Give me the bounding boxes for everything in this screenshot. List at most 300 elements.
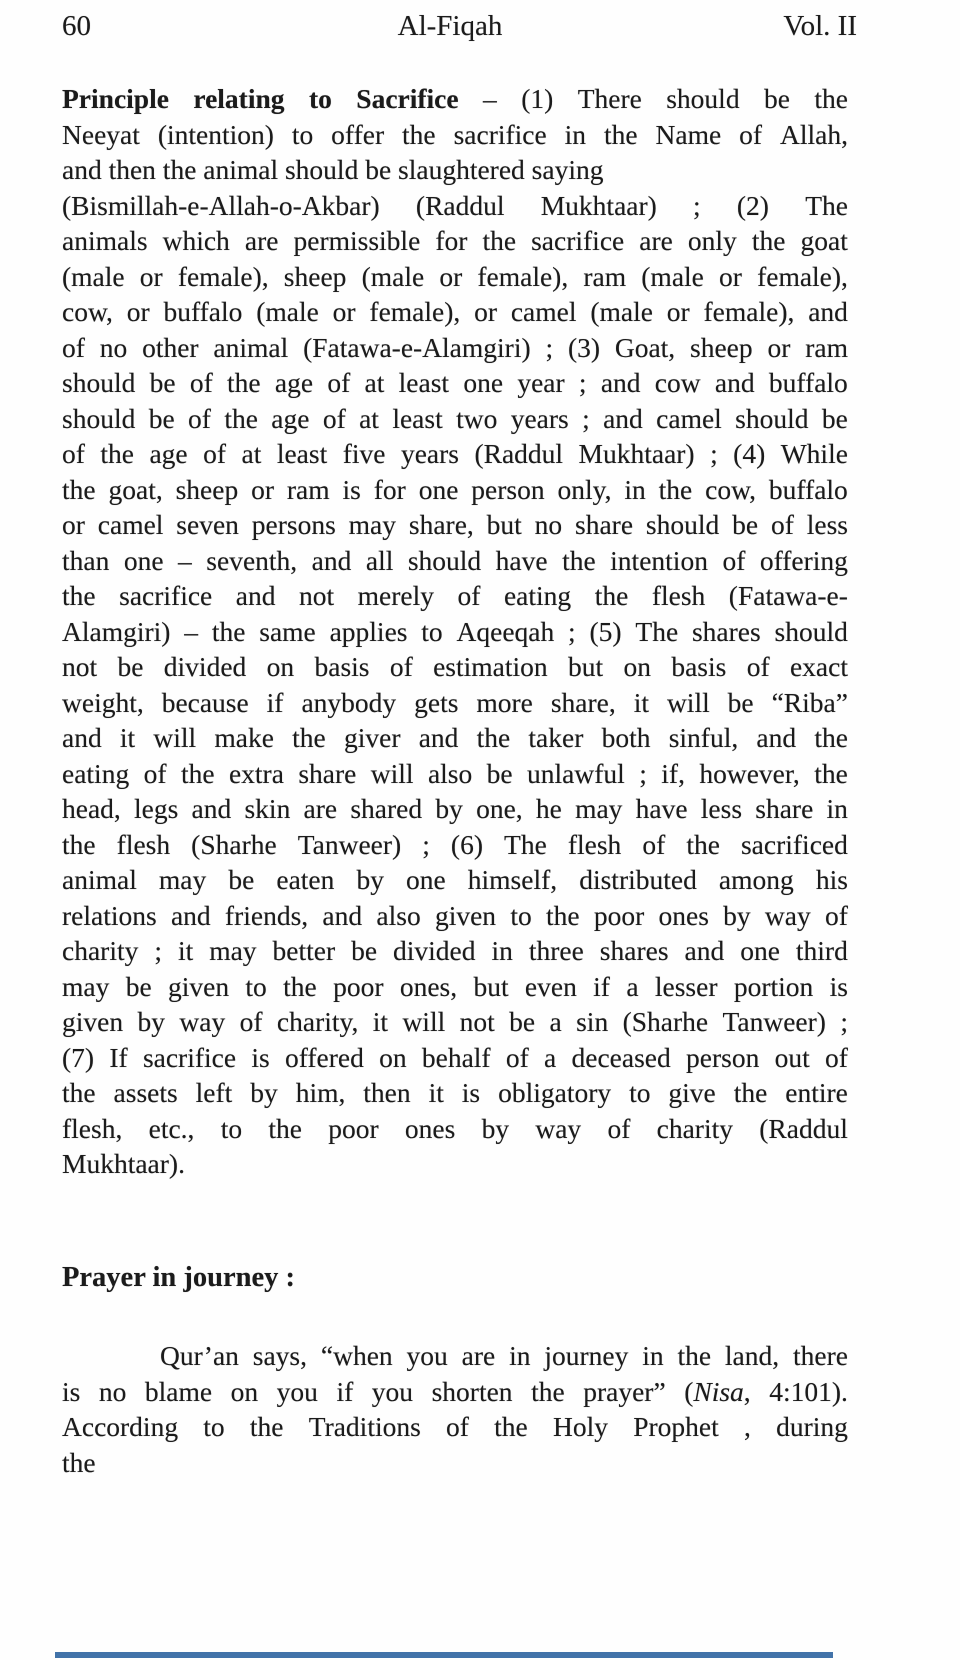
word [639, 223, 673, 259]
word [686, 827, 720, 863]
text-run: and [714, 367, 755, 398]
text-run: of [457, 580, 481, 611]
word [358, 578, 434, 614]
text-line [62, 1146, 848, 1182]
word [668, 1075, 715, 1111]
word [154, 933, 162, 969]
text-run: intention [610, 544, 708, 576]
text-run: portion [733, 970, 814, 1002]
word [623, 1004, 709, 1040]
text-run: applies [329, 615, 408, 647]
word [292, 720, 326, 756]
text-run: sinful, [668, 722, 739, 753]
word [268, 1111, 302, 1147]
text-run: way [535, 1112, 582, 1144]
word [351, 933, 377, 969]
word [509, 1338, 530, 1374]
text-run: cow, [705, 473, 757, 505]
text-run: (male [590, 296, 653, 327]
text-run: blame [144, 1375, 213, 1407]
text-run: giver [343, 722, 401, 753]
word [62, 294, 113, 330]
text-run: seventh, [206, 544, 298, 576]
text-run: shares [691, 615, 761, 647]
word [639, 756, 647, 792]
word [473, 969, 508, 1005]
text-run: Alamgiri) [62, 615, 171, 647]
word [659, 472, 693, 508]
word [181, 756, 215, 792]
word [527, 756, 625, 792]
word [780, 117, 848, 153]
text-run: exact [789, 651, 848, 682]
text-run: The [805, 189, 848, 221]
text-run: While [780, 438, 848, 469]
text-run: in [624, 473, 646, 505]
text-run: less [700, 793, 743, 824]
word [642, 1338, 663, 1374]
text-run: of [389, 651, 413, 682]
word [252, 507, 336, 543]
word [723, 1004, 826, 1040]
word [322, 898, 362, 934]
word [686, 1040, 759, 1076]
text-run: (4) [733, 438, 766, 469]
text-run: , [743, 1375, 751, 1407]
text-line [62, 969, 848, 1005]
word [669, 720, 739, 756]
text-run: of [322, 402, 346, 434]
word [822, 401, 848, 437]
word [203, 1409, 224, 1445]
text-run: (male [256, 296, 319, 327]
text-run: the [62, 473, 96, 505]
text-run: ram [286, 473, 330, 505]
text-run: the [268, 1112, 302, 1144]
text-run: among [718, 864, 794, 895]
text-run: of [722, 544, 746, 576]
text-run: animal [213, 331, 289, 363]
word [796, 933, 848, 969]
text-run: Tanweer) [297, 828, 402, 860]
text-run: ram [805, 331, 848, 363]
word [328, 1111, 378, 1147]
text-run: basis [671, 651, 727, 682]
word [701, 791, 742, 827]
word [435, 223, 467, 259]
text-run: age [271, 402, 310, 434]
word [422, 1040, 491, 1076]
text-run: the [677, 1340, 712, 1371]
word [463, 365, 503, 401]
text-run: be [732, 509, 759, 540]
word [298, 756, 356, 792]
text-run: the [227, 367, 261, 398]
text-run: ones [404, 1112, 456, 1144]
text-run: – [483, 83, 497, 114]
text-line [62, 472, 848, 508]
text-run: the [62, 1077, 96, 1108]
word [99, 1374, 127, 1410]
text-run: of [607, 1112, 631, 1144]
text-run: or [474, 296, 498, 327]
text-run: not [459, 1006, 495, 1037]
text-run: person [471, 473, 545, 505]
text-run: or [139, 260, 163, 292]
word [293, 223, 420, 259]
word [684, 1374, 750, 1410]
word [642, 827, 665, 863]
text-run: or [767, 331, 791, 363]
word [641, 259, 704, 295]
text-run: Allah, [780, 118, 848, 150]
text-run: of [188, 402, 211, 434]
word [733, 436, 765, 472]
text-run: divided [393, 935, 476, 966]
word [343, 472, 361, 508]
text-run: share [755, 793, 814, 824]
word [558, 472, 612, 508]
text-run: (intention) [157, 118, 274, 150]
word [109, 1040, 127, 1076]
word [734, 969, 813, 1005]
word [231, 1374, 259, 1410]
text-run: estimation [433, 651, 548, 682]
word [568, 614, 576, 650]
text-run: extra [228, 757, 284, 789]
text-run: charity [656, 1112, 733, 1144]
word [601, 365, 641, 401]
word [400, 969, 457, 1005]
word [468, 862, 557, 898]
text-run: out [774, 1041, 810, 1073]
text-run: ; [422, 828, 430, 860]
word [634, 685, 649, 721]
text-run: goat [800, 225, 848, 256]
word [333, 294, 356, 330]
text-run: land, [724, 1340, 780, 1371]
word [330, 614, 408, 650]
text-run: cow [654, 367, 701, 398]
text-run: one [123, 544, 164, 576]
text-run: The [635, 615, 679, 647]
text-run: camel [97, 509, 164, 540]
text-run: or [62, 509, 85, 540]
word [62, 578, 96, 614]
text-run: the [249, 1411, 284, 1442]
text-run: or [666, 296, 690, 327]
word [409, 507, 474, 543]
word [752, 223, 786, 259]
word [735, 401, 808, 437]
text-run: Nisa [693, 1375, 744, 1407]
text-run: be [117, 651, 144, 682]
word [196, 1075, 233, 1111]
word [314, 649, 369, 685]
word [583, 1374, 665, 1410]
text-run: (Bismillah-e-Allah-o-Akbar) [62, 189, 380, 221]
text-run: also [427, 757, 473, 789]
text-run: sacrifice [531, 225, 625, 256]
word [535, 507, 563, 543]
text-run: share, [408, 509, 474, 540]
word [150, 365, 176, 401]
word [600, 933, 669, 969]
text-run: eaten [276, 864, 335, 895]
text-run: Tanweer) [722, 1006, 826, 1037]
text-run: , [744, 1411, 751, 1442]
word [193, 81, 284, 117]
text-run: ( [684, 1375, 694, 1407]
word [528, 720, 583, 756]
word [579, 365, 587, 401]
text-line [62, 259, 848, 295]
word [541, 188, 657, 224]
text-run: the [292, 722, 326, 753]
text-line [62, 791, 848, 827]
word [693, 188, 701, 224]
text-line [62, 1445, 848, 1481]
word [546, 898, 580, 934]
word [402, 117, 436, 153]
text-run: which [162, 225, 230, 256]
word [840, 1004, 848, 1040]
text-run: of [825, 1041, 848, 1073]
text-run: flesh [116, 828, 171, 860]
word [624, 649, 652, 685]
word [379, 1040, 407, 1076]
word [705, 472, 756, 508]
word [474, 294, 497, 330]
text-run: by [137, 1006, 165, 1037]
word [433, 649, 548, 685]
word [149, 1111, 195, 1147]
word [769, 365, 848, 401]
word [321, 1338, 393, 1374]
word [259, 614, 316, 650]
text-run: the [62, 1446, 96, 1478]
word [728, 685, 754, 721]
text-run: lesser [654, 970, 718, 1002]
text-run: other [142, 331, 199, 363]
text-run: in [491, 935, 513, 966]
word [775, 1040, 810, 1076]
word [666, 81, 739, 117]
text-line [62, 330, 848, 366]
text-run: no [534, 509, 563, 540]
volume-label: Vol. II [783, 10, 857, 42]
text-run: on [379, 1041, 407, 1073]
word [482, 1111, 510, 1147]
text-run: it [428, 1077, 444, 1108]
text-run: will [402, 1006, 446, 1037]
word [374, 472, 406, 508]
text-run: for [373, 473, 406, 505]
text-run: it [633, 686, 649, 718]
word [719, 862, 794, 898]
word [62, 472, 96, 508]
text-run: the [100, 438, 134, 469]
text-run: years [510, 402, 569, 434]
word [529, 933, 584, 969]
text-run: for [435, 225, 468, 256]
text-run: of [739, 118, 763, 150]
text-run: to [421, 615, 443, 647]
word [457, 614, 555, 650]
word [531, 1374, 565, 1410]
word [251, 472, 274, 508]
text-run: the [603, 118, 638, 150]
text-line [62, 614, 848, 650]
word [793, 1338, 848, 1374]
text-line [62, 507, 848, 543]
word [603, 401, 643, 437]
word [406, 862, 446, 898]
word [688, 223, 737, 259]
word [496, 543, 548, 579]
text-line [62, 1075, 848, 1111]
text-line [62, 685, 848, 721]
word [583, 259, 626, 295]
word [408, 543, 481, 579]
word [593, 969, 610, 1005]
word [710, 436, 718, 472]
text-run: three [528, 935, 584, 966]
text-run: (Fatawa-e-Alamgiri) [303, 331, 531, 363]
text-line [62, 1004, 848, 1040]
text-run: camel [656, 402, 722, 434]
text-line [62, 756, 848, 792]
word [276, 862, 334, 898]
word [808, 294, 848, 330]
text-run: Mukhtaar). [62, 1148, 185, 1179]
text-run: of [446, 1411, 469, 1442]
text-run: to [629, 1077, 651, 1108]
text-run: the [562, 544, 596, 576]
word [428, 756, 472, 792]
text-run: unlawful [527, 757, 625, 789]
word [100, 436, 134, 472]
text-run: (Sharhe [191, 828, 277, 860]
word [62, 1374, 80, 1410]
text-line [62, 294, 848, 330]
text-run: one [406, 864, 446, 895]
word [715, 365, 755, 401]
text-run: no [98, 1375, 127, 1407]
text-run: entire [785, 1077, 848, 1108]
word [504, 578, 571, 614]
text-run: (3) [567, 331, 601, 363]
word [805, 330, 848, 366]
word [144, 756, 167, 792]
text-line [62, 365, 848, 401]
word [296, 1075, 346, 1111]
word [744, 1409, 751, 1445]
text-run: of [642, 828, 666, 860]
text-run: less [806, 509, 848, 540]
text-run: of [62, 331, 85, 363]
text-run: of [824, 899, 848, 931]
text-run: may [575, 793, 623, 824]
text-run: of [239, 1006, 263, 1037]
word [179, 1004, 225, 1040]
text-run: and [62, 722, 102, 753]
text-run: taker [528, 722, 584, 753]
word [143, 1040, 236, 1076]
text-run: a [549, 1006, 562, 1037]
text-run: (2) [736, 189, 769, 221]
word [168, 969, 229, 1005]
word [62, 791, 121, 827]
text-run: (Raddul [474, 438, 564, 469]
text-run: on [623, 651, 651, 682]
word [192, 791, 232, 827]
word [656, 401, 722, 437]
text-run: animal [62, 864, 137, 895]
word [590, 614, 622, 650]
word [390, 649, 413, 685]
word [456, 401, 497, 437]
text-run: behalf [421, 1041, 491, 1073]
word [253, 1338, 307, 1374]
word [517, 365, 564, 401]
text-run: if [266, 686, 284, 718]
text-run: or [439, 260, 463, 292]
word [776, 1409, 848, 1445]
word [176, 472, 239, 508]
text-run: deceased [571, 1041, 671, 1073]
word [62, 259, 125, 295]
word [240, 1004, 263, 1040]
word [805, 188, 848, 224]
text-line [62, 436, 848, 472]
word [344, 720, 401, 756]
text-run: if, [661, 757, 685, 789]
word [451, 827, 483, 863]
text-run: and [170, 899, 211, 931]
text-run: cow, [62, 296, 113, 327]
word [267, 649, 295, 685]
word [825, 1040, 848, 1076]
text-run: ones [658, 899, 709, 931]
text-run: the [180, 757, 215, 789]
text-line [62, 720, 848, 756]
prayer-paragraph [62, 1338, 848, 1480]
text-run: is [62, 1375, 81, 1407]
text-run: person [686, 1041, 760, 1073]
text-run: Aqeeqah [456, 615, 555, 647]
text-run: (5) [589, 615, 622, 647]
text-run: may [62, 970, 110, 1002]
text-run: poor [333, 970, 384, 1002]
text-run: weight, [62, 686, 144, 718]
text-run: the [476, 722, 511, 753]
word [363, 1075, 410, 1111]
text-run: or [251, 473, 275, 505]
text-run: third [795, 935, 848, 966]
word [525, 969, 577, 1005]
word [245, 223, 279, 259]
word [462, 1075, 480, 1111]
word [692, 614, 761, 650]
text-run: no [99, 331, 128, 363]
text-run: the [62, 580, 96, 611]
text-run: ; [693, 189, 701, 221]
text-run: given [434, 899, 497, 931]
text-run: head, [62, 793, 121, 824]
text-run: – [178, 544, 192, 576]
word [610, 543, 708, 579]
